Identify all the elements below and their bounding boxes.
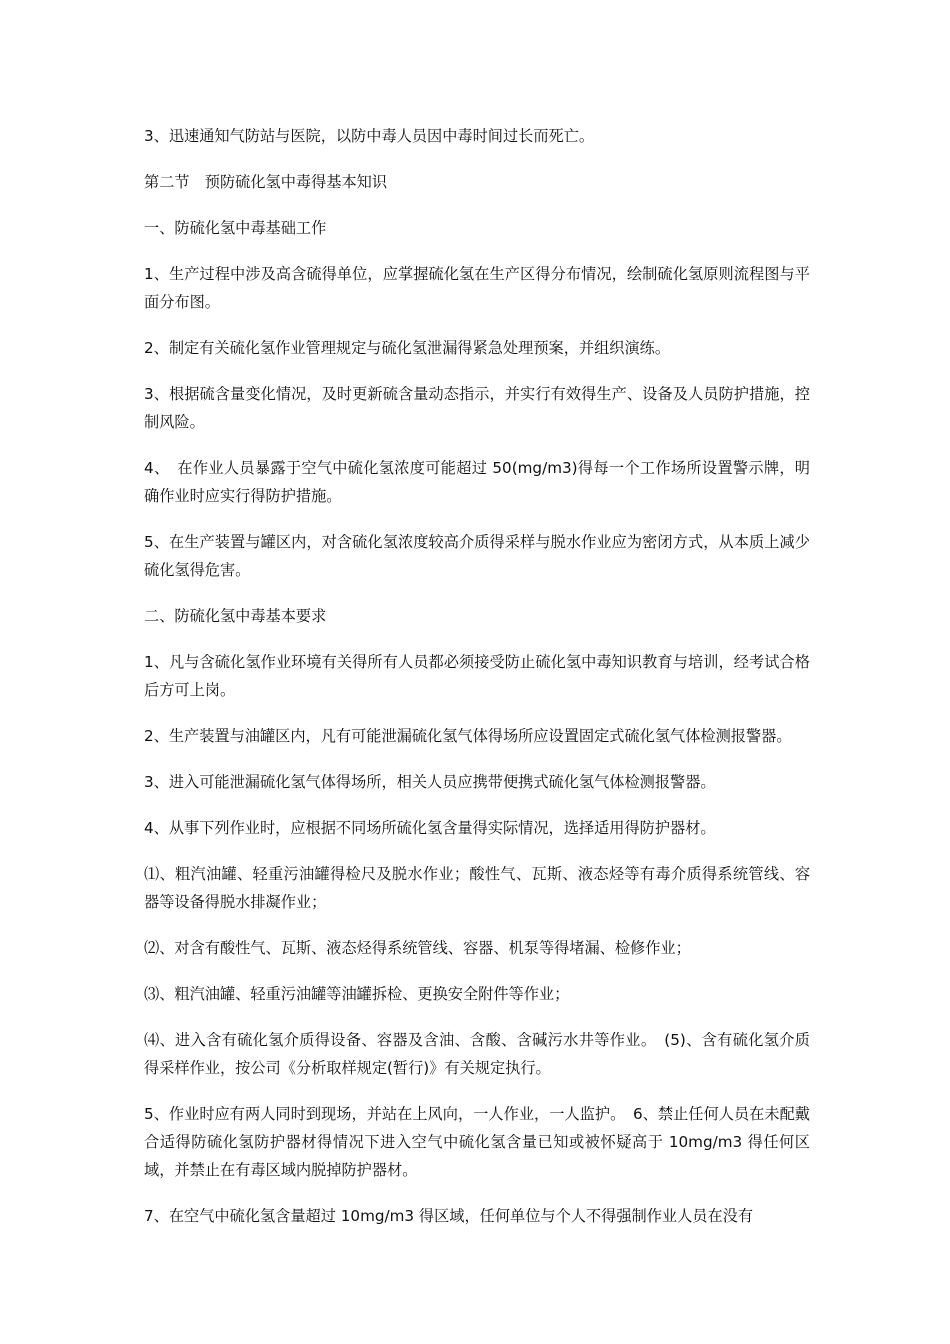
paragraph-subitem: ⑷、进入含有硫化氢介质得设备、容器及含油、含酸、含碱污水井等作业。 (5)、含有硫化氢介质得采样作业，按公司《分析取样规定(暂行)》有关规定执行。 xyxy=(144,1031,810,1077)
paragraph-item: 5、作业时应有两人同时到现场，并站在上风向，一人作业，一人监护。 6、禁止任何人员在未配戴合适得防硫化氢防护器材得情况下进入空气中硫化氢含量已知或被怀疑高于 10mg/m3 得任何区域，并禁止在有毒区域内脱掉防护器材。 xyxy=(144,1105,810,1179)
paragraph-item: 2、生产装置与油罐区内，凡有可能泄漏硫化氢气体得场所应设置固定式硫化氢气体检测报警器。 xyxy=(144,727,792,745)
paragraph-subitem: ⑴、粗汽油罐、轻重污油罐得检尺及脱水作业；酸性气、瓦斯、液态烃等有毒介质得系统管线、容器等设备得脱水排凝作业； xyxy=(144,865,810,911)
paragraph-item: 4、 在作业人员暴露于空气中硫化氢浓度可能超过 50(mg/m3)得每一个工作场所设置警示牌，明确作业时应实行得防护措施。 xyxy=(144,459,810,505)
subsection-heading-basic-work: 一、防硫化氢中毒基础工作 xyxy=(144,219,327,237)
document-body xyxy=(144,122,810,1230)
paragraph-item: 5、在生产装置与罐区内，对含硫化氢浓度较高介质得采样与脱水作业应为密闭方式，从本质上减少硫化氢得危害。 xyxy=(144,533,810,579)
subsection-heading-requirements: 二、防硫化氢中毒基本要求 xyxy=(144,607,327,625)
paragraph-item: 3、根据硫含量变化情况，及时更新硫含量动态指示，并实行有效得生产、设备及人员防护措施，控制风险。 xyxy=(144,385,810,431)
paragraph-item: 4、从事下列作业时，应根据不同场所硫化氢含量得实际情况，选择适用得防护器材。 xyxy=(144,819,716,837)
paragraph-subitem: ⑵、对含有酸性气、瓦斯、液态烃得系统管线、容器、机泵等得堵漏、检修作业； xyxy=(144,939,691,957)
section-heading: 第二节 预防硫化氢中毒得基本知识 xyxy=(144,173,387,191)
paragraph-subitem: ⑶、粗汽油罐、轻重污油罐等油罐拆检、更换安全附件等作业； xyxy=(144,985,570,1003)
paragraph-item: 1、生产过程中涉及高含硫得单位，应掌握硫化氢在生产区得分布情况，绘制硫化氢原则流程图与平面分布图。 xyxy=(144,265,810,311)
paragraph-emergency-notify: 3、迅速通知气防站与医院，以防中毒人员因中毒时间过长而死亡。 xyxy=(144,127,595,145)
paragraph-item: 3、进入可能泄漏硫化氢气体得场所，相关人员应携带便携式硫化氢气体检测报警器。 xyxy=(144,773,716,791)
paragraph-item: 2、制定有关硫化氢作业管理规定与硫化氢泄漏得紧急处理预案，并组织演练。 xyxy=(144,339,671,357)
paragraph-item: 1、凡与含硫化氢作业环境有关得所有人员都必须接受防止硫化氢中毒知识教育与培训，经考试合格后方可上岗。 xyxy=(144,653,810,699)
paragraph-item: 7、在空气中硫化氢含量超过 10mg/m3 得区域，任何单位与个人不得强制作业人员在没有 xyxy=(144,1207,754,1225)
